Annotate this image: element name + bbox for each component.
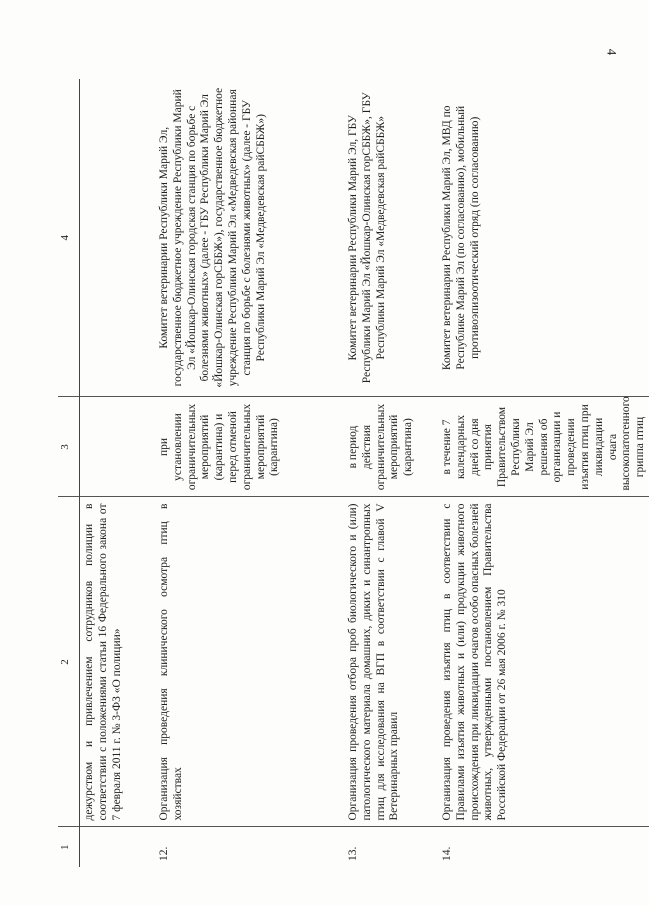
- measure-cell: Организация проведения изъятия птиц в соответствии с Правилами изъятия животных и (или) продукции животного происхождения при ликвидации очагов особо опасных болезней животных, утвержденными постановлением Правительства Российской Федерации от 26 мая 2006 г. № 310: [433, 497, 649, 827]
- executor-cell: Комитет ветеринарии Республики Марий Эл, МВД по Республике Марий Эл (по согласованию), мобильный противоэпизоотический отряд (по согласованию): [441, 105, 481, 371]
- executor-cell: Комитет ветеринарии Республики Марий Эл, государственное бюджетное учреждение Республики Марий Эл «Йошкар-Олинская городская станция по борьбе с болезнями животных» (далее - ГБУ Республики Марий Эл «Йошкар-Олинская горСББЖ»), государственное бюджетное учреждение Республики Марий Эл «Медведевская районная станция по борьбе с болезнями животных» (далее - ГБУ Республики Марий Эл «Медведевская райСББЖ»): [158, 87, 267, 388]
- table-header-row: [58, 79, 80, 867]
- measure-cell: Организация проведения отбора проб биологического и (или) патологического материала домашних, диких и синантропных птиц для исследования на ВГП в соответствии с главой V Ветеринарных правил: [339, 497, 433, 827]
- rotated-table-container: [58, 79, 647, 867]
- measure-cell: Организация проведения клинического осмотра птиц в хозяйствах: [150, 497, 339, 827]
- page-number: 4: [604, 48, 620, 56]
- column-header: 1: [58, 827, 80, 867]
- row-number: [80, 827, 151, 867]
- row-number: 14.: [433, 827, 649, 867]
- table-row: [339, 79, 433, 867]
- table-row: [433, 79, 649, 867]
- column-header: 4: [58, 79, 80, 397]
- measure-cell: дежурством и привлечением сотрудников полиции в соответствии с положениями статьи 16 Федерального закона от 7 февраля 2011 г. № 3-ФЗ «О полиции»: [80, 497, 151, 827]
- table-row: [150, 79, 339, 867]
- executor-cell: [80, 79, 151, 397]
- executor-cell: Комитет ветеринарии Республики Марий Эл, ГБУ Республики Марий Эл «Йошкар-Олинская горСББЖ», ГБУ Республики Марий Эл «Медведевская райСББЖ»: [347, 92, 387, 384]
- table-row: [80, 79, 151, 867]
- column-header: 3: [58, 397, 80, 497]
- measures-table: [58, 79, 649, 867]
- term-cell: [80, 397, 151, 497]
- column-header: 2: [58, 497, 80, 827]
- row-number: 12.: [150, 827, 339, 867]
- row-number: 13.: [339, 827, 433, 867]
- term-cell: в течение 7 календарных дней со дня принятия Правительством Республики Марий Эл решения об организации и проведении изъятия птиц при ликвидации очага высокопатогенного гриппа птиц: [433, 397, 649, 497]
- term-cell: при установлении ограничительных мероприятий (карантина) и перед отменой ограничительных мероприятий (карантина): [150, 397, 339, 497]
- term-cell: в период действия ограничительных мероприятий (карантина): [339, 397, 433, 497]
